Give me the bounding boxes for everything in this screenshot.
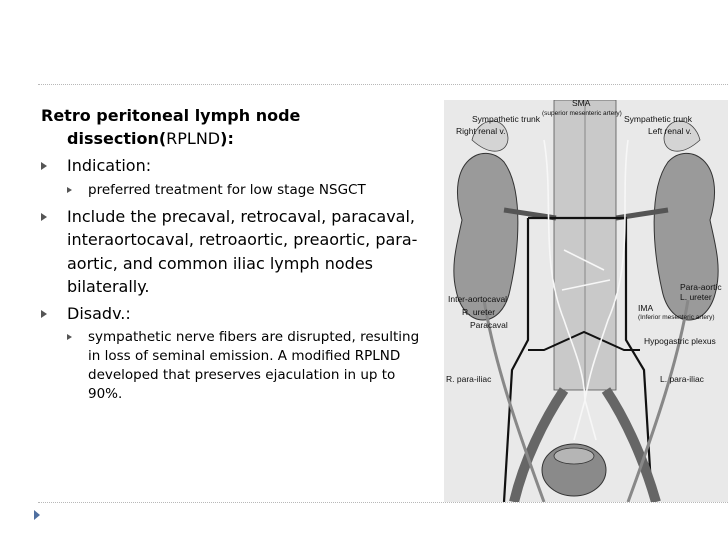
label-right-renal-vein: Right renal v. — [456, 126, 506, 136]
label-sma-full: (superior mesenteric artery) — [542, 110, 622, 117]
sub-bullet-indication — [41, 181, 431, 200]
corner-arrow-icon — [34, 510, 40, 520]
bullet-disadv — [41, 302, 431, 326]
bullet-text: Disadv.: — [67, 303, 131, 323]
slide-text — [41, 104, 431, 409]
sub-bullet-disadv — [41, 328, 431, 404]
bullet-indication — [41, 154, 431, 178]
label-sma: SMA — [572, 100, 591, 108]
bullet-text: Include the precaval, retrocaval, paracaval, interaortocaval, retroaortic, preaortic, para-aortic, and common iliac lymph nodes bilaterally. — [67, 206, 418, 296]
top-divider — [38, 84, 728, 85]
label-r-ureter: R. ureter — [462, 307, 496, 317]
rplnd-anatomy-illustration — [444, 100, 728, 502]
label-sympathetic-trunk-left: Sympathetic trunk — [472, 114, 541, 124]
label-l-para-iliac: L. para-iliac — [660, 374, 704, 384]
left-ureter — [628, 300, 688, 502]
label-l-ureter: L. ureter — [680, 292, 712, 302]
heading-title: Retro peritoneal lymph node dissection( — [41, 106, 301, 148]
anatomy-drawing — [444, 100, 728, 502]
bullet-arrow-icon — [41, 310, 47, 318]
bladder-dome — [554, 448, 594, 464]
sub-bullet-arrow-icon — [67, 187, 72, 193]
sub-bullet-text: preferred treatment for low stage NSGCT — [88, 181, 366, 198]
sub-bullet-text: sympathetic nerve fibers are disrupted, resulting in loss of seminal emission. A modified RPLND developed that preserves ejaculation in up to 90%. — [88, 329, 420, 402]
label-r-para-iliac: R. para-iliac — [446, 374, 492, 384]
bullet-text: Indication: — [67, 156, 152, 175]
label-paracaval: Paracaval — [470, 320, 508, 330]
label-ima: IMA — [638, 303, 654, 313]
heading-tail: ): — [220, 129, 234, 148]
label-ima-full: (Inferior mesenteric artery) — [638, 314, 715, 321]
bullet-include — [41, 205, 431, 299]
sub-bullet-arrow-icon — [67, 334, 72, 340]
bottom-divider — [38, 502, 728, 503]
bullet-arrow-icon — [41, 213, 47, 221]
label-left-renal-vein: Left renal v. — [648, 126, 692, 136]
right-ureter — [484, 300, 544, 502]
label-inter-aortocaval: Inter-aortocaval — [448, 294, 508, 304]
slide-heading — [41, 104, 431, 150]
label-sympathetic-trunk-right: Sympathetic trunk — [624, 114, 693, 124]
label-para-aortic: Para-aortic — [680, 282, 722, 292]
bullet-arrow-icon — [41, 162, 47, 170]
heading-abbr: RPLND — [166, 129, 221, 148]
label-hypogastric-plexus: Hypogastric plexus — [644, 336, 716, 346]
